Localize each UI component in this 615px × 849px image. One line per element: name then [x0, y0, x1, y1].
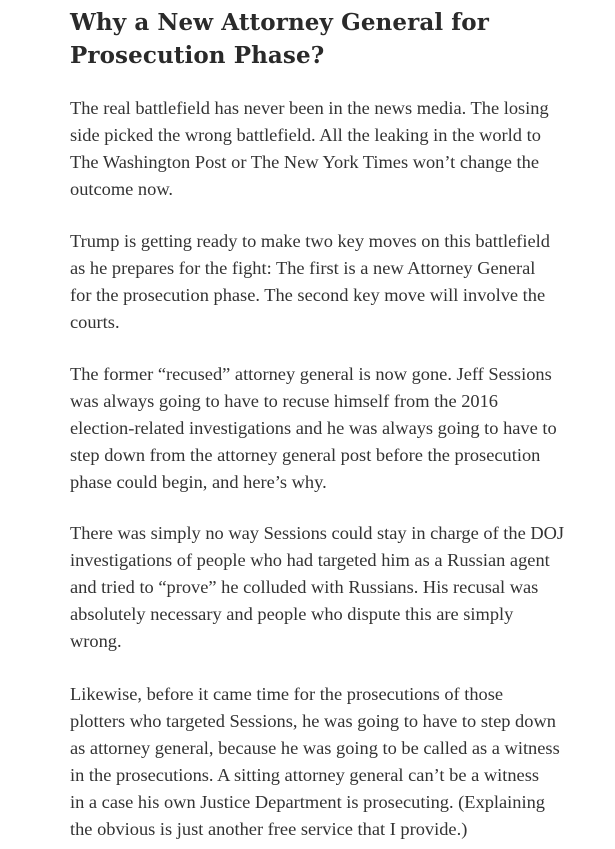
paragraph-line: plotters who targeted Sessions, he was going to have to step down: [70, 711, 556, 731]
paragraph-line: as he prepares for the fight: The first is a new Attorney General: [70, 258, 536, 278]
paragraph-line: phase could begin, and here’s why.: [70, 472, 327, 492]
paragraph-line: The real battlefield has never been in the news media. The losing: [70, 98, 549, 118]
paragraph-line: There was simply no way Sessions could stay in charge of the DOJ: [70, 523, 565, 543]
paragraph-line: The former “recused” attorney general is now gone. Jeff Sessions: [70, 364, 552, 384]
paragraph-line: election-related investigations and he was always going to have to: [70, 418, 557, 438]
heading-line: Why a New Attorney General for: [70, 9, 489, 36]
section-heading: [70, 6, 590, 72]
paragraph-line: Likewise, before it came time for the prosecutions of those: [70, 684, 504, 704]
paragraph-battlefield: [70, 95, 590, 203]
paragraph-recusal-necessary: [70, 520, 590, 655]
paragraph-line: investigations of people who had targeted him as a Russian agent: [70, 550, 550, 570]
paragraph-line: wrong.: [70, 631, 122, 651]
paragraph-recused-ag: [70, 361, 590, 496]
paragraph-line: in the prosecutions. A sitting attorney general can’t be a witness: [70, 765, 540, 785]
heading-line: Prosecution Phase?: [70, 42, 325, 69]
paragraph-line: courts.: [70, 312, 120, 332]
paragraph-witness: [70, 681, 590, 843]
paragraph-line: outcome now.: [70, 179, 173, 199]
paragraph-line: as attorney general, because he was going to be called as a witness: [70, 738, 560, 758]
paragraph-line: absolutely necessary and people who dispute this are simply: [70, 604, 514, 624]
paragraph-line: the obvious is just another free service that I provide.): [70, 819, 468, 839]
paragraph-line: The Washington Post or The New York Times won’t change the: [70, 152, 540, 172]
paragraph-line: and tried to “prove” he colluded with Russians. His recusal was: [70, 577, 539, 597]
paragraph-line: step down from the attorney general post before the prosecution: [70, 445, 541, 465]
paragraph-line: for the prosecution phase. The second key move will involve the: [70, 285, 546, 305]
paragraph-line: was always going to have to recuse himself from the 2016: [70, 391, 498, 411]
paragraph-line: side picked the wrong battlefield. All the leaking in the world to: [70, 125, 541, 145]
paragraph-key-moves: [70, 228, 590, 336]
paragraph-line: in a case his own Justice Department is prosecuting. (Explaining: [70, 792, 545, 812]
paragraph-line: Trump is getting ready to make two key moves on this battlefield: [70, 231, 550, 251]
article-body: [70, 0, 590, 839]
